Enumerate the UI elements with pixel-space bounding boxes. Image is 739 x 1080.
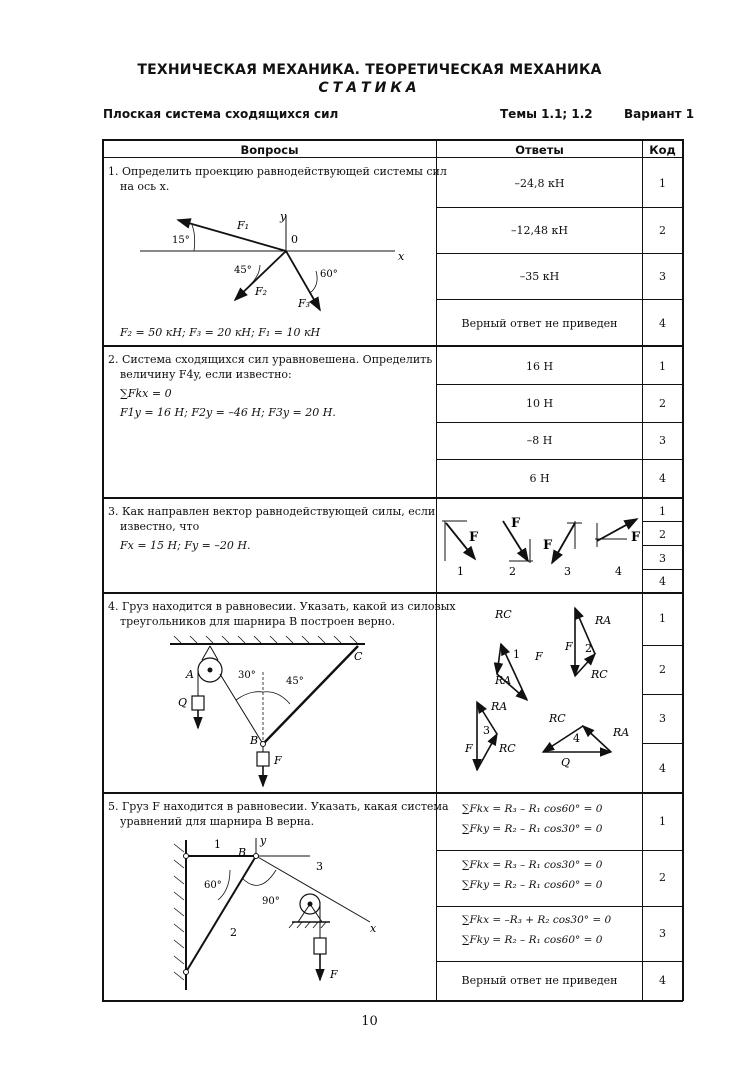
q1-answer-4[interactable]: Верный ответ не приведен [461,317,618,330]
q3-opt3-num: 3 [564,565,571,578]
q4-t4-ra: RA [613,726,630,739]
q5-code-4: 4 [659,974,666,987]
q1-text-line2: на ось x. [120,180,170,193]
q1-answer-3[interactable]: –35 кН [519,270,560,283]
q5-answer-3-eq1[interactable]: ∑Fkx = –R₃ + R₂ cos30° = 0 [462,914,612,926]
q4-structure-diagram [160,632,380,790]
q2-text-line1: 2. Система сходящихся сил уравновешена. Определить [108,353,433,366]
q4-triangle-options [437,594,642,790]
q3-code-3: 3 [659,552,666,565]
q4-t2-rc: RC [591,668,608,681]
q1-code-1: 1 [659,177,666,190]
q5-answer-3-eq2[interactable]: ∑Fky = R₂ – R₁ cos60° = 0 [462,934,603,946]
q4-code-1: 1 [659,612,666,625]
q4-t3-rc: RC [499,742,516,755]
q3-text-line2: известно, что [120,520,200,533]
q4-label-b: B [250,734,259,747]
header-code: Код [649,143,676,157]
q1-code-3: 3 [659,270,666,283]
q5-structure-diagram [170,830,380,998]
q5-label-f: F [330,968,338,981]
q2-answer-2[interactable]: 10 Н [525,397,554,410]
q1-label-origin: 0 [291,233,298,246]
q2-code-2: 2 [659,397,666,410]
q5-answer-4[interactable]: Верный ответ не приведен [461,974,618,987]
q5-answer-2-eq2[interactable]: ∑Fky = R₂ – R₁ cos60° = 0 [462,879,603,891]
q1-label-y: y [280,210,287,223]
q5-answer-2-eq1[interactable]: ∑Fkx = R₃ – R₁ cos30° = 0 [462,859,603,871]
q5-code-1: 1 [659,815,666,828]
q4-t2-ra: RA [595,614,612,627]
q5-text-line1: 5. Груз F находится в равновесии. Указать, какая система [108,800,449,813]
q3-opt2-num: 2 [509,565,516,578]
q2-answer-4[interactable]: 6 Н [529,472,550,485]
q1-label-x: x [398,250,405,263]
q5-label-x: x [370,922,377,935]
q2-equation-1: ∑Fkx = 0 [120,387,172,400]
q5-label-3: 3 [316,860,323,873]
q2-code-3: 3 [659,434,666,447]
q4-code-3: 3 [659,712,666,725]
q2-code-4: 4 [659,472,666,485]
q5-answer-1-eq2[interactable]: ∑Fky = R₂ – R₁ cos30° = 0 [462,823,603,835]
q4-t1-ra: RA [495,674,512,687]
q1-label-60deg: 60° [320,269,338,280]
q4-t2-f: F [565,640,573,653]
q2-answer-1[interactable]: 16 Н [525,360,554,373]
q3-vector-options [437,499,642,591]
q4-text-line2: треугольников для шарнира B построен верно. [120,615,396,628]
q3-code-1: 1 [659,505,666,518]
q4-t3-ra: RA [491,700,508,713]
q5-answer-1-eq1[interactable]: ∑Fkx = R₃ – R₁ cos60° = 0 [462,803,603,815]
q3-code-2: 2 [659,528,666,541]
topic-label: Плоская система сходящихся сил [103,107,339,121]
q1-label-f1: F₁ [237,219,250,232]
q1-given: F₂ = 50 кН; F₃ = 20 кН; F₁ = 10 кН [120,326,321,339]
q5-label-2: 2 [230,926,237,939]
q5-label-b: B [238,846,247,859]
q4-text-line1: 4. Груз находится в равновесии. Указать, какой из силовых [108,600,456,613]
q4-t2-num: 2 [585,642,592,655]
q3-opt1-num: 1 [457,565,464,578]
q3-opt1-f: F [469,530,479,545]
q3-text-line1: 3. Как направлен вектор равнодействующей силы, если [108,505,436,518]
q5-label-60deg: 60° [204,880,222,891]
q3-opt3-f: F [543,538,553,553]
q4-code-2: 2 [659,663,666,676]
q1-code-2: 2 [659,224,666,237]
q4-t3-num: 3 [483,724,490,737]
variant-label: Вариант 1 [624,107,695,121]
q4-t1-f: F [535,650,543,663]
q3-given: Fx = 15 Н; Fy = –20 Н. [120,539,251,552]
page-subtitle: СТАТИКА [318,80,421,96]
q2-equation-2: F1y = 16 Н; F2y = –46 Н; F3y = 20 Н. [120,406,336,419]
q4-label-f: F [274,754,282,767]
q1-label-f3: F₃ [298,297,311,310]
q1-label-45deg: 45° [234,265,252,276]
q4-code-4: 4 [659,762,666,775]
q5-text-line2: уравнений для шарнира B верна. [120,815,315,828]
header-answers: Ответы [515,143,564,157]
q4-t1-rc: RC [495,608,512,621]
page-number: 10 [361,1014,378,1029]
q4-label-45deg: 45° [286,676,304,687]
q4-t4-q: Q [561,756,571,769]
q2-answer-3[interactable]: –8 Н [526,434,553,447]
q1-text-line1: 1. Определить проекцию равнодействующей системы сил [108,165,447,178]
q5-code-2: 2 [659,871,666,884]
q4-label-c: C [354,650,363,663]
q2-code-1: 1 [659,360,666,373]
page-title: ТЕХНИЧЕСКАЯ МЕХАНИКА. ТЕОРЕТИЧЕСКАЯ МЕХАНИКА [137,62,602,78]
q4-label-a: A [186,668,194,681]
q5-label-1: 1 [214,838,221,851]
header-questions: Вопросы [240,143,299,157]
q5-label-90deg: 90° [262,896,280,907]
q4-t4-num: 4 [573,732,580,745]
q4-t3-f: F [465,742,473,755]
q1-answer-1[interactable]: –24,8 кН [514,177,565,190]
q3-opt2-f: F [511,516,521,531]
q1-label-15deg: 15° [172,235,190,246]
q5-code-3: 3 [659,927,666,940]
q5-label-y: y [260,834,267,847]
q2-text-line2: величину F4y, если известно: [120,368,292,381]
q1-label-f2: F₂ [255,285,268,298]
q1-force-diagram [130,205,420,320]
q3-opt4-f: F [631,530,641,545]
q4-t1-num: 1 [513,648,520,661]
q1-code-4: 4 [659,317,666,330]
themes-label: Темы 1.1; 1.2 [500,107,593,121]
q4-label-30deg: 30° [238,670,256,681]
q4-t4-rc: RC [549,712,566,725]
q3-opt4-num: 4 [615,565,622,578]
q3-code-4: 4 [659,575,666,588]
q4-label-q: Q [178,696,188,709]
q1-answer-2[interactable]: –12,48 кН [511,224,568,237]
